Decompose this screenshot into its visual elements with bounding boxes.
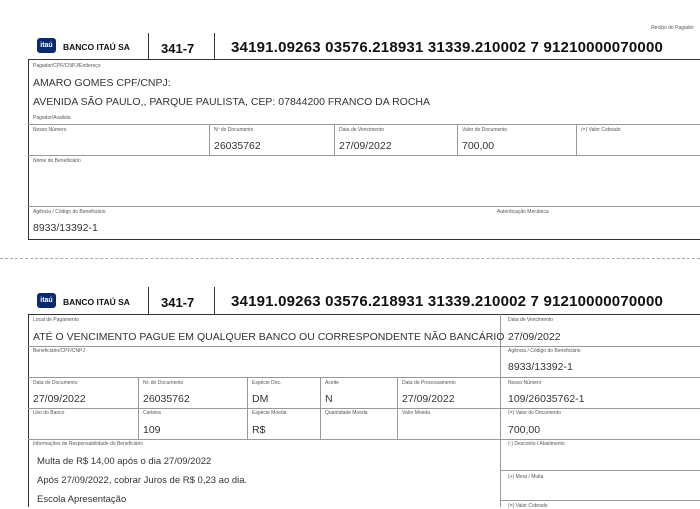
doc-date: 27/09/2022 — [33, 393, 86, 405]
agency-code: 8933/13392-1 — [33, 222, 98, 234]
row-divider — [28, 408, 700, 409]
document-value: 700,00 — [462, 140, 495, 152]
info-line: Após 27/09/2022, cobrar Juros de R$ 0,23 ao dia. — [37, 475, 248, 486]
cell-divider — [457, 124, 458, 155]
payer-name: AMARO GOMES CPF/CNPJ: — [33, 77, 171, 89]
species-doc: DM — [252, 393, 269, 405]
cell-divider — [334, 124, 335, 155]
itau-logo-icon: itaú — [37, 293, 56, 308]
frame-line — [28, 314, 700, 315]
doc-number: 26035762 — [143, 393, 190, 405]
doc-value-label: (=) Valor do Documento — [508, 410, 561, 416]
info-line: Multa de R$ 14,00 após o dia 27/09/2022 — [37, 456, 212, 467]
due-date-label: Data de Vencimento — [508, 317, 554, 323]
guarantor-label: Pagador/Avalista — [33, 115, 71, 121]
bank-name: BANCO ITAÚ SA — [63, 42, 130, 52]
value-label: Valor do Documento — [462, 127, 508, 133]
row-divider — [28, 377, 700, 378]
doc-value: 700,00 — [508, 424, 541, 436]
auth-label: Autenticação Mecânica — [497, 209, 549, 215]
interest-label: (+) Mora / Multa — [508, 474, 544, 480]
header-divider — [214, 33, 215, 59]
species-doc-label: Espécie Doc. — [252, 380, 282, 386]
cut-line — [0, 258, 700, 259]
due-date: 27/09/2022 — [508, 331, 561, 343]
row-divider — [500, 470, 700, 471]
payment-place: ATÉ O VENCIMENTO PAGUE EM QUALQUER BANCO OU CORRESPONDENTE NÃO BANCÁRIO — [33, 331, 505, 343]
digitable-line: 34191.09263 03576.218931 31339.210002 7 91210000070000 — [231, 39, 664, 56]
payment-place-label: Local de Pagamento — [33, 317, 79, 323]
quantity-label: Quantidade Moeda — [325, 410, 368, 416]
info-line: Escola Apresentação — [37, 494, 127, 505]
row-divider — [28, 439, 700, 440]
beneficiary-name-label: Nome do Beneficiário — [33, 158, 81, 164]
processing-date-label: Data de Processamento — [402, 380, 456, 386]
receipt-corner-label: Recibo do Pagador — [651, 25, 694, 31]
agency-code: 8933/13392-1 — [508, 361, 573, 373]
portfolio: 109 — [143, 424, 161, 436]
cell-divider — [209, 124, 210, 155]
row-divider — [28, 124, 700, 125]
row-divider — [500, 500, 700, 501]
row-divider — [28, 206, 700, 207]
doc-number: 26035762 — [214, 140, 261, 152]
charged-value-label: (=) Valor Cobrado — [581, 127, 621, 133]
doc-number-label: Nr. do Documento — [143, 380, 184, 386]
discount-label: (-) Desconto / Abatimento — [508, 441, 565, 447]
nosso-numero-label: Nosso Número — [508, 380, 542, 386]
itau-logo-icon: itaú — [37, 38, 56, 53]
currency-value-label: Valor Moeda — [402, 410, 430, 416]
row-divider — [28, 155, 700, 156]
beneficiary-label: Beneficiário/CPF/CNPJ — [33, 348, 85, 354]
due-date-label: Data de Vencimento — [339, 127, 385, 133]
doc-date-label: Data do Documento — [33, 380, 78, 386]
frame-line — [28, 314, 29, 507]
frame-line — [28, 59, 700, 60]
header-divider — [148, 287, 149, 314]
row-divider — [28, 346, 700, 347]
bank-name: BANCO ITAÚ SA — [63, 297, 130, 307]
charged-value-label: (=) Valor Cobrado — [508, 503, 548, 509]
header-divider — [214, 287, 215, 314]
accept: N — [325, 393, 333, 405]
bank-use-label: Uso do Banco — [33, 410, 65, 416]
doc-number-label: Nº do Documento — [214, 127, 254, 133]
bank-code: 341-7 — [161, 295, 195, 310]
agency-label: Agência / Código do Beneficiário — [508, 348, 581, 354]
frame-line — [28, 59, 29, 239]
payer-address: AVENIDA SÃO PAULO,, PARQUE PAULISTA, CEP: 07844200 FRANCO DA ROCHA — [33, 96, 430, 108]
info-label: Informações de Responsabilidade do Beneficiário — [33, 441, 144, 447]
currency-species-label: Espécie Moeda — [252, 410, 287, 416]
nosso-numero-label: Nosso Número — [33, 127, 67, 133]
digitable-line: 34191.09263 03576.218931 31339.210002 7 91210000070000 — [231, 293, 664, 310]
nosso-numero: 109/26035762-1 — [508, 393, 585, 405]
cell-divider — [576, 124, 577, 155]
due-date: 27/09/2022 — [339, 140, 392, 152]
processing-date: 27/09/2022 — [402, 393, 455, 405]
bank-code: 341-7 — [161, 41, 195, 56]
frame-line — [28, 239, 700, 240]
portfolio-label: Carteira — [143, 410, 161, 416]
payer-label: Pagador/CPF/CNPJ/Endereço — [33, 63, 101, 69]
agency-label: Agência / Código do Beneficiário — [33, 209, 106, 215]
accept-label: Aceite — [325, 380, 339, 386]
header-divider — [148, 33, 149, 59]
currency: R$ — [252, 424, 266, 436]
